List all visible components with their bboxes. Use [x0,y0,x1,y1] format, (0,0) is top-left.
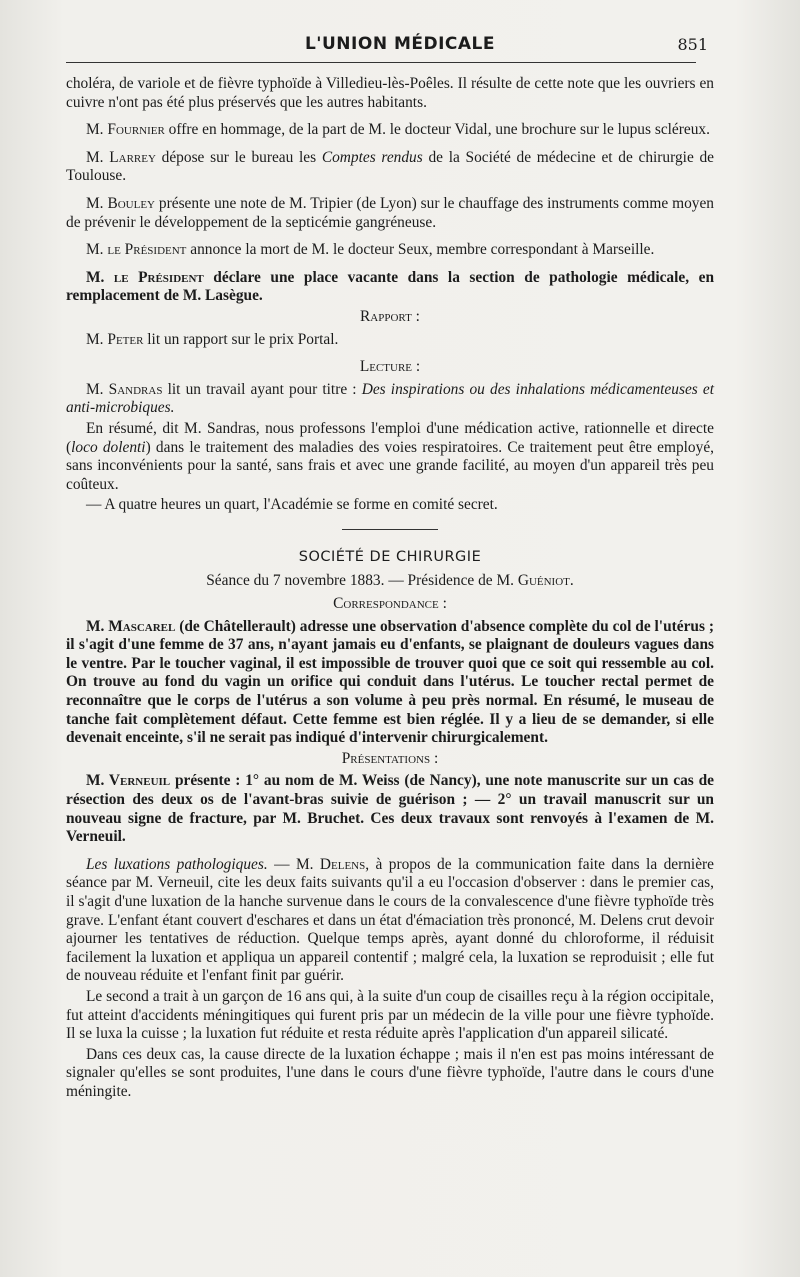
session-line [66,572,714,591]
paragraph [66,772,714,846]
paragraph-text: — [267,855,296,873]
session-text: Séance du 7 novembre 1883. — Présidence de M. [206,572,518,590]
subheading-lecture [66,358,714,377]
paragraph-text: — A quatre heures un quart, l'Académie se forme en comité secret. [86,496,498,514]
paragraph-text: lit un travail ayant pour titre : [162,380,362,398]
article-body [66,75,714,1104]
paragraph-text: , à propos de la communication faite dans la dernière séance par M. Verneuil, cite les deux faits suivants qu'il a eu l'occasion d'observer : dans le premier cas, il s'agit d'une luxation de la hanche survenue dans le cours de la convalescence d'une fièvre typhoïde très grave. L'enfant étant couvert d'eschares et dans un état d'émaciation très prononcé, M. Delens crut devoir ajourner les tentatives de réduction. Quelque temps après, ayant donné du chloroforme, il réduisit facilement la luxation et appliqua un appareil contentif ; malgré cela, la luxation se reproduisit ; elle fut de nouveau réduite et l'enfant finit par guérir. [66,855,714,985]
session-text: . [569,572,574,590]
section-title: SOCIÉTÉ DE CHIRURGIE [298,548,482,565]
subheading-text: Présentations : [341,749,439,767]
paragraph-text: offre en hommage, de la part de M. le docteur Vidal, une brochure sur le lupus scléreux. [164,121,710,139]
paragraph-text: Dans ces deux cas, la cause directe de la luxation échappe ; mais il n'en est pas moins intéressant de signaler qu'elles se sont produites, l'une dans le cours d'une fièvre typhoïde, l'autre dans le cours d'une méningite. [66,1045,714,1100]
subheading-text: Rapport : [360,307,420,325]
paragraph-text: ) dans le traitement des maladies des voies respiratoires. Ce traitement peut être employé, sans inconvénients pour la santé, sans frais et avec une grande facilité, au moyen d'un appareil très peu coûteux. [66,438,714,493]
speaker-name: M. Verneuil [86,772,171,790]
paragraph [66,149,714,186]
paragraph [66,496,714,515]
paragraph-text: dépose sur le bureau les [155,148,322,166]
subheading-rapport [66,308,714,327]
speaker-name: M. Larrey [86,148,156,166]
paragraph [66,988,714,1044]
paragraph [66,121,714,140]
paragraph-text: choléra, de variole et de fièvre typhoïde à Villedieu-lès-Poêles. Il résulte de cette note que les ouvriers en cuivre n'ont pas été plus préservés que les autres habitants. [66,75,714,111]
paragraph [66,420,714,494]
president-name: Guéniot [517,572,570,590]
header-rule [66,62,696,63]
paragraph-text: (de Châtellerault) adresse une observation d'absence complète du col de l'utérus ; il s'agit d'une femme de 37 ans, n'ayant jamais eu d'enfants, se plaignant de douleurs vagues dans le ventre. Par le toucher vaginal, il est impossible de trouver quoi que ce soit qui ressemble au col. On trouve au fond du vagin un orifice qui conduit dans l'utérus. Le toucher rectal permet de reconnaître que le corps de l'utérus a son volume à peu près normal. En résumé, le museau de tanche fait complètement défaut. Cette femme est bien réglée. Il y a lieu de se demander, si elle devenait enceinte, s'il ne serait pas indiqué d'intervenir chirurgicalement. [66,617,714,747]
paragraph-text: présente : 1° au nom de M. Weiss (de Nancy), une note manuscrite sur un cas de résection des deux os de l'avant-bras suivie de guérison ; — 2° un travail manuscrit sur un nouveau signe de fracture, par M. Bruchet. Ces deux travaux sont renvoyés à l'examen de M. Verneuil. [66,772,714,846]
paragraph [66,618,714,748]
page-number: 851 [677,35,708,54]
speaker-name: M. Peter [86,330,144,348]
paragraph [66,331,714,350]
topic-title: Les luxations pathologiques. [86,855,268,873]
paragraph [66,1046,714,1102]
paragraph-text: de la Société de médecine et de chirurgie de Toulouse. [66,148,715,185]
latin-term: loco dolenti [71,438,146,456]
subheading-presentations [66,750,714,769]
speaker-name: M. le Président [86,241,187,259]
paragraph-text: Le second a trait à un garçon de 16 ans qui, à la suite d'un coup de cisailles reçu à la région occipitale, fut atteint d'accidents méningitiques qui furent pris par un médecin de la ville pour une fièvre typhoïde. Il se luxa la cuisse ; la luxation fut réduite et resta réduite après l'application d'un appareil silicaté. [66,987,714,1043]
paragraph-text: présente une note de M. Tripier (de Lyon) sur le chauffage des instruments comme moyen de prévenir le développement de la septicémie gangréneuse. [66,194,715,231]
paragraph-text: déclare une place vacante dans la section de pathologie médicale, en remplacement de M. Lasègue. [66,268,715,305]
speaker-name: M. Delens [295,855,366,873]
subheading-correspondance [66,595,714,614]
speaker-name: M. Sandras [86,380,163,398]
running-title: L'UNION MÉDICALE [304,34,496,54]
work-title: Des inspirations ou des inhalations médicamenteuses et anti-microbiques. [66,380,715,417]
paragraph [66,75,714,112]
paragraph [66,241,714,260]
paragraph-text: lit un rapport sur le prix Portal. [143,330,339,348]
paragraph [66,269,714,306]
subheading-text: Correspondance : [333,595,447,613]
paragraph-text: annonce la mort de M. le docteur Seux, membre correspondant à Marseille. [186,241,655,259]
page-header [0,34,800,58]
section-divider [342,529,438,530]
speaker-name: M. le Président [86,268,204,286]
paragraph [66,381,714,418]
paragraph [66,856,714,986]
speaker-name: M. Bouley [86,194,155,212]
subheading-text: Lecture : [359,358,421,376]
speaker-name: M. Mascarel [86,617,176,635]
speaker-name: M. Fournier [86,121,165,139]
paragraph [66,195,714,232]
paragraph-text: En résumé, dit M. Sandras, nous professons l'emploi d'une médication active, rationnelle et directe ( [66,419,714,456]
publication-title: Comptes rendus [321,148,423,166]
